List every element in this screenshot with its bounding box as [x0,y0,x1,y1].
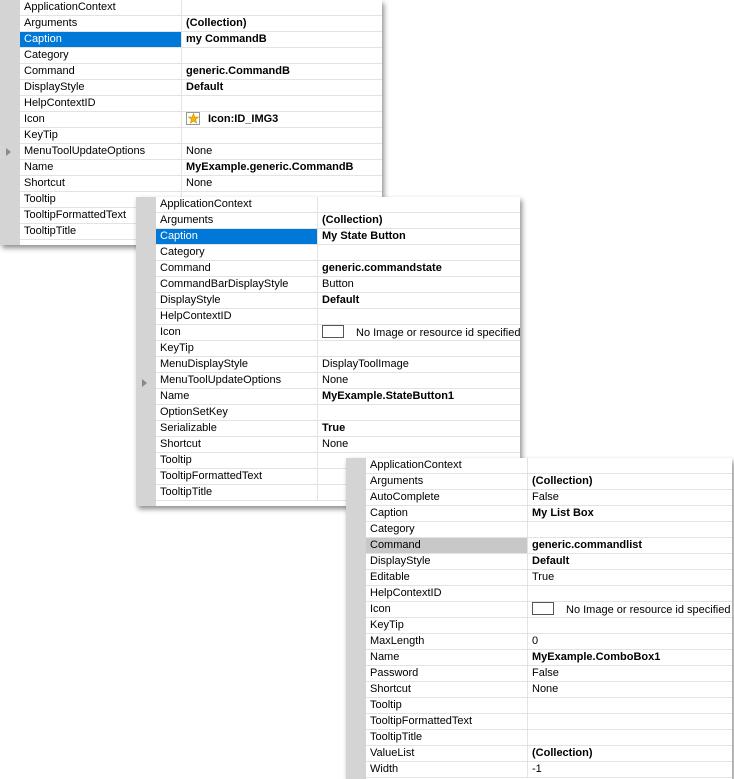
property-name: TooltipTitle [20,224,182,239]
property-name: Password [366,666,528,681]
property-value[interactable] [182,48,382,63]
property-row[interactable] [366,634,732,650]
property-row[interactable] [20,16,382,32]
property-row[interactable] [156,421,520,437]
property-row[interactable] [20,144,382,160]
property-value[interactable]: Default [322,294,360,306]
property-row[interactable] [366,618,732,634]
property-value[interactable] [528,698,732,713]
property-row[interactable] [156,245,520,261]
property-row[interactable] [20,128,382,144]
property-value[interactable]: (Collection) [532,475,593,487]
property-row[interactable] [20,0,382,16]
property-name: ValueList [366,746,528,761]
property-value[interactable] [528,586,732,601]
property-row[interactable] [20,48,382,64]
property-row[interactable] [156,373,520,389]
property-value[interactable]: -1 [532,763,542,775]
property-value[interactable] [528,730,732,745]
property-row[interactable] [156,325,520,341]
property-name: HelpContextID [366,586,528,601]
property-value[interactable]: Default [186,81,224,93]
property-value[interactable]: MyExample.generic.CommandB [186,161,354,173]
property-name: AutoComplete [366,490,528,505]
property-row[interactable] [156,261,520,277]
expand-arrow-icon[interactable] [6,148,11,156]
property-name: Tooltip [20,192,182,207]
property-name: Name [20,160,182,175]
grid-gutter [0,0,20,245]
property-value[interactable]: True [322,422,346,434]
property-value[interactable] [318,309,520,324]
property-name: MaxLength [366,634,528,649]
property-name: Editable [366,570,528,585]
property-name: Shortcut [156,437,318,452]
property-rows [366,458,732,778]
property-row[interactable] [156,309,520,325]
grid-gutter [136,197,156,506]
property-name: OptionSetKey [156,405,318,420]
property-row[interactable] [366,554,732,570]
property-value[interactable]: None [322,438,349,450]
property-row[interactable] [156,277,520,293]
icon-value-text: No Image or resource id specified [356,327,520,339]
property-row[interactable] [366,714,732,730]
property-row[interactable] [20,64,382,80]
property-row[interactable] [20,96,382,112]
property-name: TooltipTitle [366,730,528,745]
grid-gutter [346,458,366,779]
property-value[interactable] [182,0,382,15]
property-name: Arguments [20,16,182,31]
property-name: Command [366,538,528,553]
property-value[interactable]: (Collection) [322,214,383,226]
property-name: DisplayStyle [156,293,318,308]
property-name: MenuToolUpdateOptions [156,373,318,388]
property-value[interactable]: MyExample.ComboBox1 [532,651,661,663]
property-name: TooltipFormattedText [366,714,528,729]
property-row[interactable] [366,602,732,618]
property-name: Width [366,762,528,777]
property-value[interactable]: Default [532,555,570,567]
property-value[interactable]: None [186,145,213,157]
property-name: Name [366,650,528,665]
property-value[interactable] [528,458,732,473]
property-rows [156,197,520,501]
property-name: TooltipFormattedText [156,469,318,484]
property-name: Arguments [156,213,318,228]
property-value[interactable]: generic.commandstate [322,262,442,274]
property-row[interactable] [366,490,732,506]
property-row[interactable] [366,682,732,698]
property-value[interactable]: None [322,374,349,386]
property-row[interactable] [366,650,732,666]
property-row[interactable] [366,458,732,474]
property-row-highlighted[interactable] [366,538,732,554]
property-row[interactable] [20,160,382,176]
property-name: ApplicationContext [20,0,182,15]
property-name: Caption [156,229,318,244]
property-name: KeyTip [156,341,318,356]
property-name: CommandBarDisplayStyle [156,277,318,292]
property-name: Caption [366,506,528,521]
property-row[interactable] [366,474,732,490]
property-name: Shortcut [20,176,182,191]
property-row[interactable] [366,506,732,522]
property-name: Tooltip [156,453,318,468]
property-row[interactable] [156,197,520,213]
expand-arrow-icon[interactable] [142,379,147,387]
property-name: DisplayStyle [20,80,182,95]
property-value[interactable]: (Collection) [186,17,247,29]
property-name: Command [20,64,182,79]
property-name: KeyTip [366,618,528,633]
star-icon [186,112,200,125]
property-value[interactable] [528,618,732,633]
property-name: ApplicationContext [156,197,318,212]
property-value[interactable]: Button [322,278,354,290]
property-row[interactable] [366,586,732,602]
property-row[interactable] [20,176,382,192]
property-row-selected[interactable] [20,32,382,48]
property-value[interactable]: 0 [532,635,539,647]
property-name: DisplayStyle [366,554,528,569]
property-row[interactable] [366,762,732,778]
property-value[interactable]: False [532,667,559,679]
property-name: Arguments [366,474,528,489]
property-value[interactable]: False [532,491,559,503]
property-name: HelpContextID [20,96,182,111]
property-value[interactable] [318,341,520,356]
property-row[interactable] [156,293,520,309]
property-name: Icon [156,325,318,340]
property-value[interactable] [182,96,382,111]
property-grid-combo-box [346,458,732,779]
property-value[interactable]: my CommandB [186,33,267,45]
property-value[interactable]: generic.commandlist [532,539,643,551]
property-name: HelpContextID [156,309,318,324]
icon-value-text: Icon:ID_IMG3 [208,113,279,125]
property-value-icon[interactable] [528,602,732,617]
property-value[interactable]: None [186,177,213,189]
property-value[interactable]: DisplayToolImage [322,358,409,370]
property-value[interactable] [318,405,520,420]
property-value[interactable]: None [532,683,559,695]
property-name: Category [366,522,528,537]
property-value[interactable] [182,128,382,143]
property-name: Shortcut [366,682,528,697]
icon-value-text: No Image or resource id specified [566,604,731,616]
property-value[interactable] [318,245,520,260]
property-name: KeyTip [20,128,182,143]
property-name: Icon [20,112,182,127]
property-name: TooltipFormattedText [20,208,182,223]
property-row[interactable] [366,570,732,586]
property-value[interactable] [318,197,520,212]
property-value[interactable]: (Collection) [532,747,593,759]
property-name: MenuToolUpdateOptions [20,144,182,159]
property-name: ApplicationContext [366,458,528,473]
property-row[interactable] [366,522,732,538]
property-name: MenuDisplayStyle [156,357,318,372]
property-row[interactable] [156,357,520,373]
property-row[interactable] [156,341,520,357]
property-row[interactable] [366,698,732,714]
property-row[interactable] [366,666,732,682]
property-name: Command [156,261,318,276]
property-row[interactable] [20,80,382,96]
empty-image-icon [532,602,554,615]
property-name: Tooltip [366,698,528,713]
property-row[interactable] [366,730,732,746]
property-name: Caption [20,32,182,47]
property-row[interactable] [156,405,520,421]
property-name: Icon [366,602,528,617]
property-value[interactable]: My List Box [532,507,594,519]
property-name: Name [156,389,318,404]
property-value[interactable]: MyExample.StateButton1 [322,390,455,402]
property-value[interactable]: True [532,571,555,583]
property-row[interactable] [156,213,520,229]
property-row-selected[interactable] [156,229,520,245]
property-row[interactable] [366,746,732,762]
property-row[interactable] [156,389,520,405]
property-value[interactable] [528,522,732,537]
property-row[interactable] [20,112,382,128]
property-name: Category [156,245,318,260]
property-name: Category [20,48,182,63]
property-value-icon[interactable] [318,325,520,340]
empty-image-icon [322,325,344,338]
property-name: TooltipTitle [156,485,318,500]
property-value[interactable] [528,714,732,729]
property-value[interactable]: My State Button [322,230,406,242]
property-value-icon[interactable] [182,112,382,127]
property-name: Serializable [156,421,318,436]
property-value[interactable]: generic.CommandB [186,65,290,77]
property-row[interactable] [156,437,520,453]
